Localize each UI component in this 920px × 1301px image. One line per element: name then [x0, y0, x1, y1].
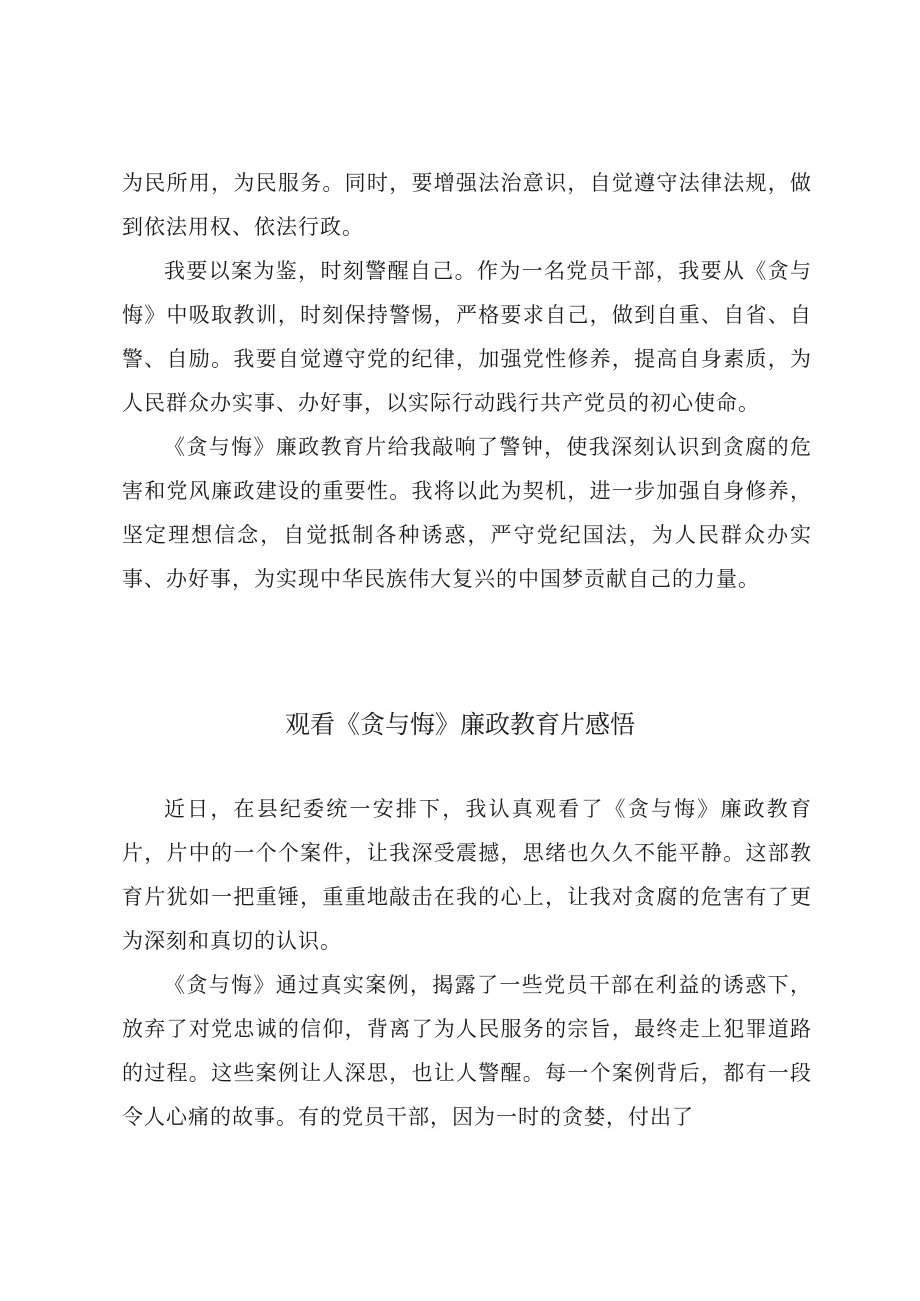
- section1-body: [122, 161, 812, 601]
- paragraph-lesson: 我要以案为鉴，时刻警醒自己。作为一名党员干部，我要从《贪与悔》中吸取教训，时刻保持警惕，严格要求自己，做到自重、自省、自警、自励。我要自觉遵守党的纪律，加强党性修养，提高自身素质，为人民群众办实事、办好事，以实际行动践行共产党员的初心使命。: [122, 259, 812, 415]
- paragraph-cases: 《贪与悔》通过真实案例，揭露了一些党员干部在利益的诱惑下，放弃了对党忠诚的信仰，背离了为人民服务的宗旨，最终走上犯罪道路的过程。这些案例让人深思，也让人警醒。每一个案例背后，都有一段令人心痛的故事。有的党员干部，因为一时的贪婪，付出了: [122, 973, 812, 1129]
- paragraph-resolution: 《贪与悔》廉政教育片给我敲响了警钟，使我深刻认识到贪腐的危害和党风廉政建设的重要性。我将以此为契机，进一步加强自身修养，坚定理想信念，自觉抵制各种诱惑，严守党纪国法，为人民群众办实事、办好事，为实现中华民族伟大复兴的中国梦贡献自己的力量。: [122, 435, 812, 591]
- section-title: 观看《贪与悔》廉政教育片感悟: [284, 710, 635, 739]
- paragraph-continuation: 为民所用，为民服务。同时，要增强法治意识，自觉遵守法律法规，做到依法用权、依法行政。: [122, 171, 812, 239]
- section2-body: [122, 787, 812, 1139]
- paragraph-intro: 近日，在县纪委统一安排下，我认真观看了《贪与悔》廉政教育片，片中的一个个案件，让我深受震撼，思绪也久久不能平静。这部教育片犹如一把重锤，重重地敲击在我的心上，让我对贪腐的危害有了更为深刻和真切的认识。: [122, 797, 812, 953]
